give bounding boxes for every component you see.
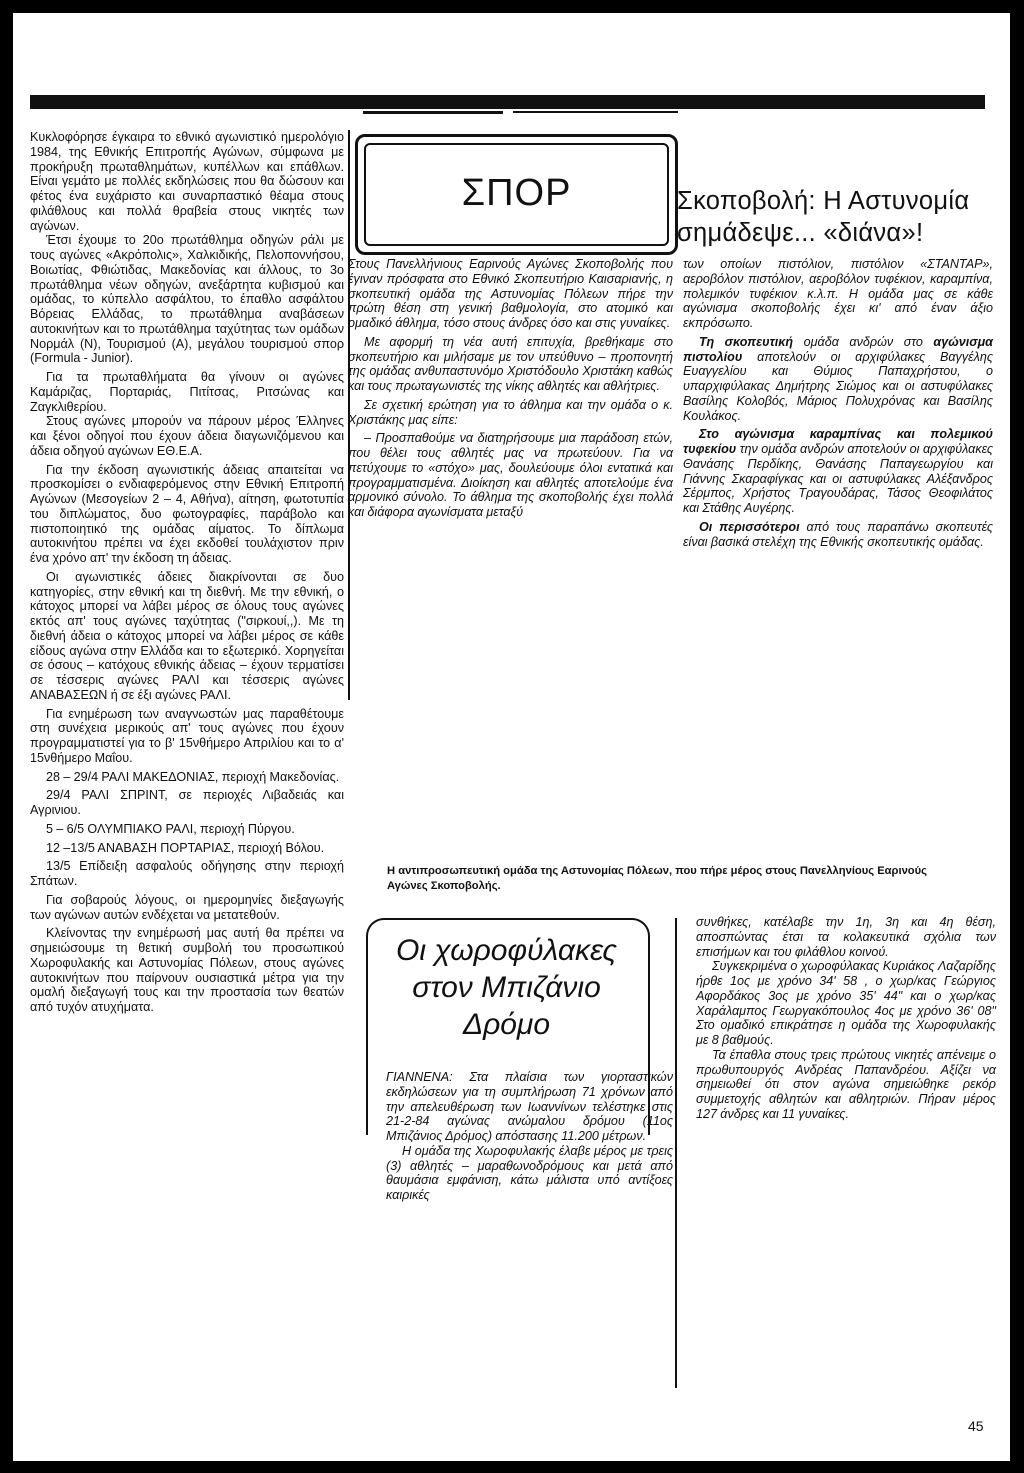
rally-event: 28 – 29/4 ΡΑΛΙ ΜΑΚΕΔΟΝΙΑΣ, περιοχή Μακεδονίας.: [46, 769, 340, 784]
article-headline: [677, 185, 1007, 249]
story-paragraph: ΓΙΑΝΝΕΝΑ: Στα πλαίσια των γιορταστικών εκδηλώσεων για τη συμπλήρωση 71 χρόνων από την απελευθέρωση των Ιωαννίνων τελέστηκε στις 21-2-84 αγώνας ανώμαλου δρόμου (11ος Μπιζάνιος Δρόμος) απόστασης 11.200 μέτρων.: [386, 1070, 673, 1143]
story-paragraph: συνθήκες, κατέλαβε την 1η, 3η και 4η θέση, αποσπώντας έτσι τα κολακευτικά σχόλια των επισήμων και του φιλάθλου κοινού.: [696, 915, 996, 959]
story-paragraph: Η ομάδα της Χωροφυλακής έλαβε μέρος με τρεις (3) αθλητές – μαραθωνοδρόμους και μετά από θαυμάσια εμφάνιση, κάτω μάλιστα υπό αντίξοες καιρικές: [386, 1143, 673, 1202]
story-paragraph: Συγκεκριμένα ο χωροφύλακας Κυριάκος Λαζαρίδης ήρθε 1ος με χρόνο 34' 58 , ο χωρ/κας Γεώργιος Αφορδάκος 3ος με χρόνο 35' 44" και ο χωρ/κας Χαράλαμπος Γεωργακόπουλος 4ος με χρόνο 36' 08" Στο ομαδικό επικράτησε η ομάδα της Χωροφυλακής με 8 βαθμούς.: [696, 959, 996, 1047]
shooting-article-body: [348, 257, 673, 520]
bold-lead: Τη σκοπευτική: [699, 334, 794, 349]
bold-lead: Στο αγώνισμα καραμπίνας και πολεμικού τυφεκίου: [683, 427, 993, 456]
shooting-paragraph: των οποίων πιστόλιον, πιστόλιον «ΣΤΑΝΤΑΡ», αεροβόλον πιστόλιον, αεροβόλον τυφέκιον, καραμπίνα, πολεμικόν τυφέκιον κ.λ.π. Η ομάδα μας σε κάθε αγώνισμα σκοποβολής έχει κι' από έναν άξιο εκπρόσωπο.: [683, 257, 993, 330]
rally-event: 12 –13/5 ΑΝΑΒΑΣΗ ΠΟΡΤΑΡΙΑΣ, περιοχή Βόλου.: [46, 840, 325, 855]
rally-article: [30, 130, 344, 1015]
rally-paragraph: Κυκλοφόρησε έγκαιρα το εθνικό αγωνιστικό ημερολόγιο 1984, της Εθνικής Επιτροπής Αγώνων, σύμφωνα με προκήρυξη πρωταθλημάτων, κυπέλλων και επάθλων. Είναι γεμάτο με πολλές εκδηλώσεις που θα δώσουν και φέτος ένα ευχάριστο και συναρπαστικό θέαμα στους φιλάθλους και πολλά θραβεία στους νικητές των αγώνων.: [30, 130, 344, 233]
header-rule: [363, 111, 503, 114]
inline-text: από τους παραπάνω σκοπευτές είναι βασικά στελέχη της Εθνικής σκοπευτικής ομάδας.: [683, 519, 994, 549]
rally-event: 5 – 6/5 ΟΛΥΜΠΙΑΚΟ ΡΑΛΙ, περιοχή Πύργου.: [46, 821, 295, 836]
story-title: Οι χωροφύλακες στον Μπιζάνιο Δρόμο: [396, 934, 617, 1041]
team-photo: [347, 703, 1009, 861]
rally-paragraph: Για τα πρωταθλήματα θα γίνουν οι αγώνες Καμάριζας, Πορταριάς, Πιτίτσας, Ριτσώνας και Ζαγκλιθερίου.: [30, 370, 344, 414]
shooting-paragraph: [683, 520, 993, 550]
gendarmes-story-left: [386, 1070, 673, 1203]
story-paragraph: Τα έπαθλα στους τρεις πρώτους νικητές απένειμε ο πρωθυπουργός Ανδρέας Παπανδρέου. Αξίζει να σημειωθεί ότι στον αγώνα σημειώθηκε ρεκόρ συμμετοχής αθλητών και αθλητριών. Πήραν μέρος 127 άνδρες και 11 γυναίκες.: [696, 1047, 996, 1121]
page-number: 45: [968, 1418, 984, 1434]
bold-lead: Οι περισσότεροι: [699, 519, 800, 534]
top-rule: [30, 95, 985, 109]
header-rule: [513, 111, 678, 113]
rally-paragraph: Έτσι έχουμε το 20ο πρωτάθλημα οδηγών ράλι με τους αγώνες «Ακρόπολις», Χαλκιδικής, Πελοποννήσου, Βοιωτίας, Φθιώτιδας, Μακεδονίας και άλλους, το 3ο πρωτάθλημα νέων οδηγών, ανεξάρτητα κυβισμού και ομάδας, το κύπελλο ασφάλτου, το έπαθλο ασφάλτου Βόρειας Ελλάδας, το πρωτάθλημα αναβάσεων αυτοκινήτων και το πρωτάθλημα ταχύτητας των ομάδων Νορμάλ (Ν), Τουρισμού (Α), μεγάλου τουρισμού σπορ (Formula - Junior).: [30, 233, 344, 366]
rally-event: 29/4 ΡΑΛΙ ΣΠΡΙΝΤ, σε περιοχές Λιβαδειάς και Αγρινιου.: [30, 788, 344, 817]
photo-caption: Η αντιπροσωπευτική ομάδα της Αστυνομίας Πόλεων, που πήρε μέρος στους Πανελληνίους Εαρινούς Αγώνες Σκοποβολής.: [387, 865, 927, 892]
shooting-paragraph: Στους Πανελλήνιους Εαρινούς Αγώνες Σκοποβολής που έγιναν πρόσφατα στο Εθνικό Σκοπευτήριο Καισαριανής, η σκοπευτική ομάδα της Αστυνομίας Πόλεων πήρε την πρώτη θέση στη γενική βαθμολογία, στο ατομικό και ομαδικό άθλημα, τόσο στους άνδρες όσο και στις γυναίκες.: [348, 257, 673, 330]
shooting-paragraph: Σε σχετική ερώτηση για το άθλημα και την ομάδα ο κ. Χριστάκης μας είπε:: [348, 397, 673, 427]
shooting-paragraph: [683, 335, 993, 424]
shooting-paragraph: Με αφορμή τη νέα αυτή επιτυχία, βρεθήκαμε στο σκοπευτήριο και μιλήσαμε με τον υπεύθυνο – προπονητή της ομάδας ανθυπαστυνόμο Χριστόδουλο Χριστάκη καθώς και τους πρωταγωνιστές της νίκης αθλητές και αθλήτριες.: [348, 334, 673, 393]
rally-paragraph: Κλείνοντας την ενημέρωσή μας αυτή θα πρέπει να σημειώσουμε τη θετική συμβολή του προσωπικού Χωροφυλακής και Αστυνομίας Πόλεων, στους αγώνες αυτοκινήτων που παίρνουν ουσιαστικά μέτρα για την ομαλή διεξαγωγή τους και την προστασία των θεατών από τυχόν ατυχήματα.: [30, 926, 344, 1014]
column-divider: [675, 918, 677, 1388]
magazine-page: [13, 13, 1010, 1461]
rally-paragraph: Στους αγώνες μπορούν να πάρουν μέρος Έλληνες και ξένοι οδηγοί που έχουν άδεια διαγωνιζόμενου και άδεια οδηγού αγώνων ΕΘ.Ε.Α.: [30, 414, 344, 458]
section-header-box: [355, 134, 678, 255]
rally-paragraph: Οι αγωνιστικές άδειες διακρίνονται σε δυο κατηγορίες, στην εθνική και τη διεθνή. Με την εθνική, ο κάτοχος μπορεί να λάβει μέρος σε όλους τους αγώνες εκτός απ' τους αγώνες ταχύτητας ("σιρκουί,,). Με τη διεθνή άδεια ο κάτοχος μπορεί να λάβει μέρος σε κάθε είδους αγώνα στην Ελλάδα και το εξωτερικό. Χορηγείται σε όσους – κατόχους εθνικής άδειας – έχουν τερματίσει σε τέσσερις αγώνες ΡΑΛΙ και τέσσερις αγώνες ΑΝΑΒΑΣΕΩΝ ή σε έξι αγώνες ΡΑΛΙ.: [30, 569, 344, 702]
section-title: ΣΠΟΡ: [461, 172, 572, 214]
rally-paragraph: Για την έκδοση αγωνιστικής άδειας απαιτείται να προσκομίσει ο ενδιαφερόμενος στην Εθνική Επιτροπή Αγώνων (Μεσογείων 2 – 4, Αθήνα), αίτηση, φωτοτυπία του διπλώματος, δυο φωτογραφίες, παράβολο και πιστοποιητικό της ομάδας αίματος. Το δίπλωμα αυτοκινήτου πρέπει να έχει εκδοθεί τουλάχιστον πριν ένα χρόνο απ' την έκδοση τη άδειας.: [30, 462, 344, 565]
shooting-quote: – Προσπαθούμε να διατηρήσουμε μια παράδοση ετών, που θέλει τους αθλητές μας να πρωτεύουν. Για να πετύχουμε το «στόχο» μας, δουλεύουμε όλοι εντατικά και προγραμματισμένα. Διοίκηση και αθλητές αποτελούμε ένα αρμονικό σύνολο. Το άθλημα της σκοποβολής έχει πολλά και διάφορα αγωνίσματα μεταξύ: [348, 431, 673, 519]
bold-lead: αγώνισμα πιστολίου: [683, 334, 993, 364]
inline-text: ομάδα ανδρών στο: [803, 334, 923, 349]
rally-paragraph: Για σοβαρούς λόγους, οι ημερομηνίες διεξαγωγής των αγώνων αυτών ενδέχεται να μετατεθούν.: [30, 892, 344, 922]
headline-line: σημάδεψε... «διάνα»!: [677, 219, 924, 247]
rally-event: 13/5 Επίδειξη ασφαλούς οδήγησης στην περιοχή Σπάτων.: [30, 859, 344, 888]
gendarmes-story-right: [696, 915, 996, 1122]
shooting-paragraph: [683, 427, 993, 516]
rally-paragraph: Για ενημέρωση των αναγνωστών μας παραθέτουμε στη συνέχεια μερικούς απ' τους αγώνες που έχουν προγραμματιστεί για το β' 15νθήμερο Απριλίου και το α' 15νθήμερο Μαΐου.: [30, 706, 344, 765]
inline-text: αποτελούν οι αρχιφύλακες Βαγγέλης Ευαγγελίου και Θύμιος Παπαχρήστου, ο υπαρχιφύλακας Δημήτρης Σιώμος και οι αστυφύλακες Βασίλης Κολοβός, Μάριος Πολυχρόνας και Βασίλης Κουλάκος.: [683, 349, 993, 423]
headline-line: Σκοποβολή: Η Αστυνομία: [677, 187, 970, 215]
inline-text: την ομάδα ανδρών αποτελούν οι αρχιφύλακες Θανάσης Περδίκης, Θανάσης Παπαγεωργίου και Γιάννης Σκαραφίγκας και οι αστυφύλακες Αλέξανδρος Σέρμπος, Χρήστος Τραγουδάρας, Τάσος Θεοφιλάτος και Στάθης Αυγέρης.: [683, 442, 993, 515]
shooting-article-continued: [683, 257, 993, 549]
